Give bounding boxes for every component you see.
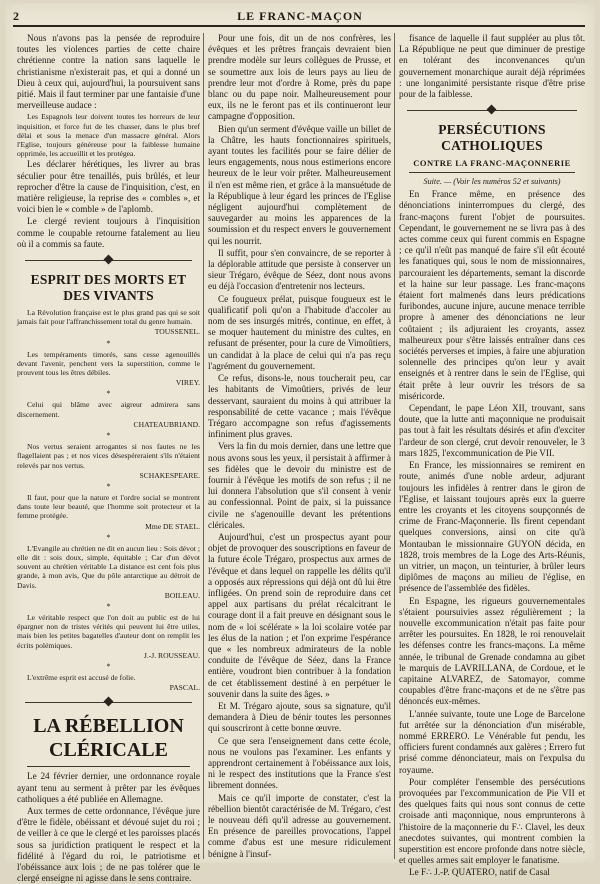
quote-author: TOUSSENEL. — [154, 327, 200, 337]
article-paragraph: L'année suivante, toute une Loge de Barcelone fut arrêtée sur la dénonciation d'un misérable, nommé ERRERO. Le Vénérable fut pendu, les officiers furent condamnés aux galères ; Errero fut prisé comme dénonciateur, mais on l'expulsa du royaume. — [399, 708, 585, 775]
star-separator: * — [106, 661, 111, 671]
column-1 — [17, 33, 200, 884]
quote-author: Mme DE STAEL. — [145, 521, 200, 531]
suite-note: Suite. — (Voir les numéros 52 et suivants) — [423, 177, 561, 187]
section-title-rebellion: LA RÉBELLION CLÉRICALE — [33, 715, 184, 762]
column-2 — [208, 33, 391, 861]
article-paragraph: Le F∴ J.-P. QUATERO, natif de Casal — [409, 867, 550, 878]
page-header — [5, 3, 595, 27]
article-paragraph: Aujourd'hui, c'est un prospectus ayant pour objet de provoquer des souscriptions en faveur de la future école Trégaro, prospectus aux armes de l'évêque et dans lequel on rappelle les délits qu'il a opposés aux répressions qui déjà ont dû lui être infligées. On prend soin de reproduire dans cet appel aux partisans du prélat récalcitrant le courage dont il a fait preuve en désignant sous le nom de « loi scélérate » la loi scolaire votée par les élus de la nation ; et l'on exprime l'espérance que « les nombreux admirateurs de la noble conduite de l'évêque de Séez, dans la France entière, voudront bien contribuer à la fondation de cet établissement destiné à en perpétuer le souvenir dans la suite des âges. » — [208, 531, 391, 699]
section-ornament — [399, 104, 585, 116]
article-paragraph: fisance de laquelle il faut suppléer au plus tôt. La République ne peut que diminuer de prestige en tolérant des inconvenances qu'un gouvernement monarchique aurait déjà réprimées : une longanimité persistante risque d'être prise pour de la faiblesse. — [399, 33, 585, 100]
quote-text: Il faut, pour que la nature et l'ordre social se montrent dans toute leur beauté, que l'homme soit protecteur et la femme protégée. — [17, 492, 200, 521]
article-paragraph: Pour compléter l'ensemble des persécutions provoquées par l'excommunication de Pie VII et des quelques faits qui nous sont connus de cette croisade anti maçonnique, nous emprunterons à l'histoire de la maçonnerie du F∴ Clavel, les deux anecdotes suivantes, qui montrent combien la superstition est encore profonde dans notre siècle, et quelles armes sait employer le fanatisme. — [399, 776, 585, 866]
section-title-esprit: ESPRIT DES MORTS ET DES VIVANTS — [30, 272, 187, 304]
article-paragraph: En France même, en présence des dénonciations ininterrompues du clergé, des franc-maçons furent l'objet de poursuites. Cependant, le gouvernement ne se livra pas à des actes comme ceux qui furent commis en Espagne ; ce qu'il n'eût pas manqué de faire s'il eût écouté les fanatiques qui, sous le nom de missionnaires, parcouraient les départements, semant la discorde et la haine sur leur passage. Les franc-maçons étaient fort malmenés dans leurs prédications furibondes, aucune injure, aucune menace terrible propre à amener des dénonciations ne leur coûtaient ; ils adjuraient les croyants, assez malheureux pour s'être laissés entraîner dans ces sociétés perverses et impies, à faire une abjuration solennelle des principes qu'on leur y avait enseignés et à rentrer dans le sein de l'Eglise, qui était prête à leur ouvrir les trésors de sa miséricorde. — [399, 189, 585, 401]
quote-author: SCHAKESPEARE. — [139, 470, 200, 480]
newspaper-page — [5, 3, 595, 884]
quote-author: VIREY. — [175, 378, 200, 388]
article-paragraph: Et M. Trégaro ajoute, sous sa signature, qu'il demandera à Dieu de bénir toutes les personnes qui souscriront à cette bonne œuvre. — [208, 700, 391, 734]
section-ornament — [17, 696, 200, 708]
article-paragraph: En France, les missionnaires se remirent en route, animés d'une noble ardeur, adjurant toujours les infidèles à rentrer dans le giron de l'Eglise, et laissant toujours après eux la guerre entre les croyants et les citoyens soupçonnés de crime de Franc-Maçonnerie. Ils firent cependant quelques conversions, ainsi on cite qu'à Montauban le missionnaire GUYON décida, en 1828, trois membres de la Loge des Arts-Réunis, un vitrier, un maçon, un teinturier, à brûler leurs diplômes de maçons au milieu de l'église, en présence de l'assemblée des fidèles. — [399, 460, 585, 594]
article-paragraph: En Espagne, les rigueurs gouvernementales s'étaient poursuivies assez régulièrement ; la nouvelle excommunication n'était pas faite pour arrêter les poursuites. En 1828, le roi renouvelait les défenses contre les francs-maçons. La même année, le tribunal de Grenade condamna au gibet le marquis de LAVRILLANA, de Cordoue, et le capitaine ALVAREZ, de Satomayor, comme coupables d'être franc-maçons et de ne s'être pas dénoncés eux-mêmes. — [399, 595, 585, 707]
quote-author: PASCAL. — [169, 683, 200, 693]
article-paragraph: Vers la fin du mois dernier, dans une lettre que nous avons sous les yeux, il persistait à affirmer à ses fidèles que le devoir du ministre est de fournir à l'évêque les motifs de son refus ; il ne lui donnera l'absolution que s'il consent à venir au confessionnal. Point de paix, si la puissance civile ne s'agenouille devant les prétentions cléricales. — [208, 441, 391, 530]
article-quote: Les Espagnols leur doivent toutes les horreurs de leur inquisition, et force fut de les chasser, dans le plus bref délai et sous la menace d'un massacre général. Alors l'Eglise, toujours généreuse pour la faiblesse humaine opprimée, les accueillit et les protégea. — [17, 112, 200, 159]
star-separator: * — [106, 389, 111, 399]
article-paragraph: Ce que sera l'enseignement dans cette école, nous ne voulons pas l'examiner. Les enfants y apprendront certainement à l'obéissance aux lois, ni le respect des institutions que la France s'est librement données. — [208, 735, 391, 791]
masthead: LE FRANC-MAÇON — [237, 9, 363, 23]
article-paragraph: Bien qu'un serment d'évêque vaille un billet de la Châtre, les hauts fonctionnaires spirituels, ayant toutes les facilités pour se faire délier de leurs engagements, nous nous estimerions encore heureux de le leur voir prêter. Malheureusement il n'en est même rien, et grâce à la mansuétude de la République à leur égard les princes de l'Eglise négligent aujourd'hui complètement de sauvegarder au moins les apparences de la soumission et du respect envers le gouvernement qui les nourrit. — [208, 123, 391, 246]
star-separator: * — [106, 481, 111, 491]
quote-author: J.-J. ROUSSEAU. — [143, 650, 200, 660]
article-paragraph: Les déclarer hérétiques, les livrer au bras séculier pour être tenaillés, puis brûlés, et leur reprocher d'être la cause de l'inquisition, c'est, en matière religieuse, la reprise des « combles », et voici bien le « comble » de l'aplomb. — [17, 159, 200, 215]
header-rule — [13, 25, 585, 27]
article-paragraph: Le 24 février dernier, une ordonnance royale ayant tenu au serment à prêter par les évêques catholiques a été publiée en Allemagne. — [17, 771, 200, 804]
article-paragraph: Ce fougueux prélat, puisque fougueux est le qualificatif poli qu'on a l'habitude d'accoler au nom de ses insurgés mitrés, continue, en effet, à se moquer hautement du ministre des cultes, en refusant de présenter, pour la cure de Vimoûtiers, un candidat à la place de celui qui n'a pas reçu l'agrément du gouvernement. — [208, 293, 391, 371]
quote-author: CHATEAUBRIAND. — [133, 419, 200, 429]
article-paragraph: Cependant, le pape Léon XII, trouvant, sans doute, que la lutte anti maçonnique ne produisait pas tout à fait les résultats désirés et afin d'exciter l'ardeur de son clergé, crut devoir renouveler, le 3 mars 1825, l'excommunication de Pie VII. — [399, 403, 585, 458]
star-separator: * — [106, 338, 111, 348]
section-subtitle: CONTRE LA FRANC-MAÇONNERIE — [413, 158, 571, 169]
column-separator — [394, 33, 395, 859]
quote-text: L'extrême esprit est accusé de folie. — [27, 672, 136, 682]
quote-author: BOILEAU. — [164, 590, 200, 600]
quote-text: Celui qui blâme avec aigreur admirera sans discernement. — [17, 400, 200, 419]
article-paragraph: Pour une fois, dit un de nos confrères, les évêques et les prêtres français devraient bien prendre modèle sur leurs collègues de Prusse, et se soumettre aux lois de leurs pays au lieu de prendre leur mot d'ordre à Rome, près du pape blanc ou du pape noir. Malheureusement pour eux, ils ne le feront pas et ils continueront leur campagne d'opposition. — [208, 33, 391, 122]
star-separator: * — [106, 431, 111, 441]
quote-text: Nos vertus seraient arrogantes si nos fautes ne les flagellaient pas ; et nos vices désespéreraient s'ils n'étaient relevés par nos vertus. — [17, 442, 200, 470]
quote-text: Les tempéraments timorés, sans cesse agenouillés devant l'avenir, penchent vers la superstition, comme le prouvent tous les êtres débiles. — [17, 349, 200, 378]
title-rule — [409, 172, 575, 173]
star-separator: * — [106, 532, 111, 542]
section-title-persecutions: PERSÉCUTIONS CATHOLIQUES — [438, 122, 546, 154]
star-separator: * — [106, 601, 111, 611]
column-separator — [203, 33, 204, 859]
article-paragraph: Nous n'avons pas la pensée de reproduire toutes les violences parties de cette chaire chrétienne contre la nation sans laquelle le christianisme n'existerait pas, et qui a donné un Dieu à ceux qui, aujourd'hui, la poursuivent sans pitié. Mais il faut terminer par une fantaisie d'une merveilleuse audace : — [17, 33, 200, 111]
article-paragraph: Il suffit, pour s'en convaincre, de se reporter à la déplorable attitude que persiste à conserver un sieur Trégaro, évêque de Séez, dont nous avons eu déjà l'occasion d'entretenir nos lecteurs. — [208, 247, 391, 292]
column-3 — [399, 33, 585, 878]
article-paragraph: Le clergé revient toujours à l'inquisition comme le coupable retourne fatalement au lieu où il a commis sa faute. — [17, 216, 200, 249]
page-number: 2 — [13, 9, 19, 23]
title-rule — [27, 766, 190, 767]
quote-text: L'Evangile au chrétien ne dit en aucun lieu : Sois dévot ; elle dit : sois doux, simple, équitable ; Car d'un dévot souvent au chrétien véritable La distance est cent fois plus grande, à mon avis, Que du pôle antarctique au détroit de Davis. — [17, 543, 200, 590]
article-paragraph: Aux termes de cette ordonnance, l'évêque jure d'être le fidèle, obéissant et dévoué sujet du roi ; de veiller à ce que le clergé et les paroisses placés sous sa juridiction pratiquent le respect et la fidélité à l'égard du roi, le patriotisme et l'obéissance aux lois ; de ne pas tolérer que le clergé enseigne ni agisse dans le sens contraire. — [17, 805, 200, 884]
quote-text: La Révolution française est le plus grand pas qui se soit jamais fait pour l'affranchissement total du genre humain. — [17, 308, 200, 327]
article-paragraph: Mais ce qu'il importe de constater, c'est la rébellion bientôt caractérisée de M. Trégaro, c'est le nouveau défi qu'il adresse au gouvernement. En présence de pareilles provocations, l'appel comme d'abus est une mesure ridiculement bénigne à l'insuf- — [208, 792, 391, 859]
article-paragraph: Ce refus, disons-le, nous toucherait peu, car les habitants de Vimoûtiers, privés de leur desservant, sauraient du moins à qui attribuer la responsabilité de cette vacance ; mais l'évêque Trégaro accompagne son refus d'agissements infiniment plus graves. — [208, 373, 391, 440]
section-ornament — [17, 254, 200, 266]
quote-text: Le véritable respect que l'on doit au public est de lui épargner non de tristes vérités qui peuvent lui être utiles, mais bien les petites bagatelles d'auteur dont on remplit les écrits polémiques. — [17, 612, 200, 650]
